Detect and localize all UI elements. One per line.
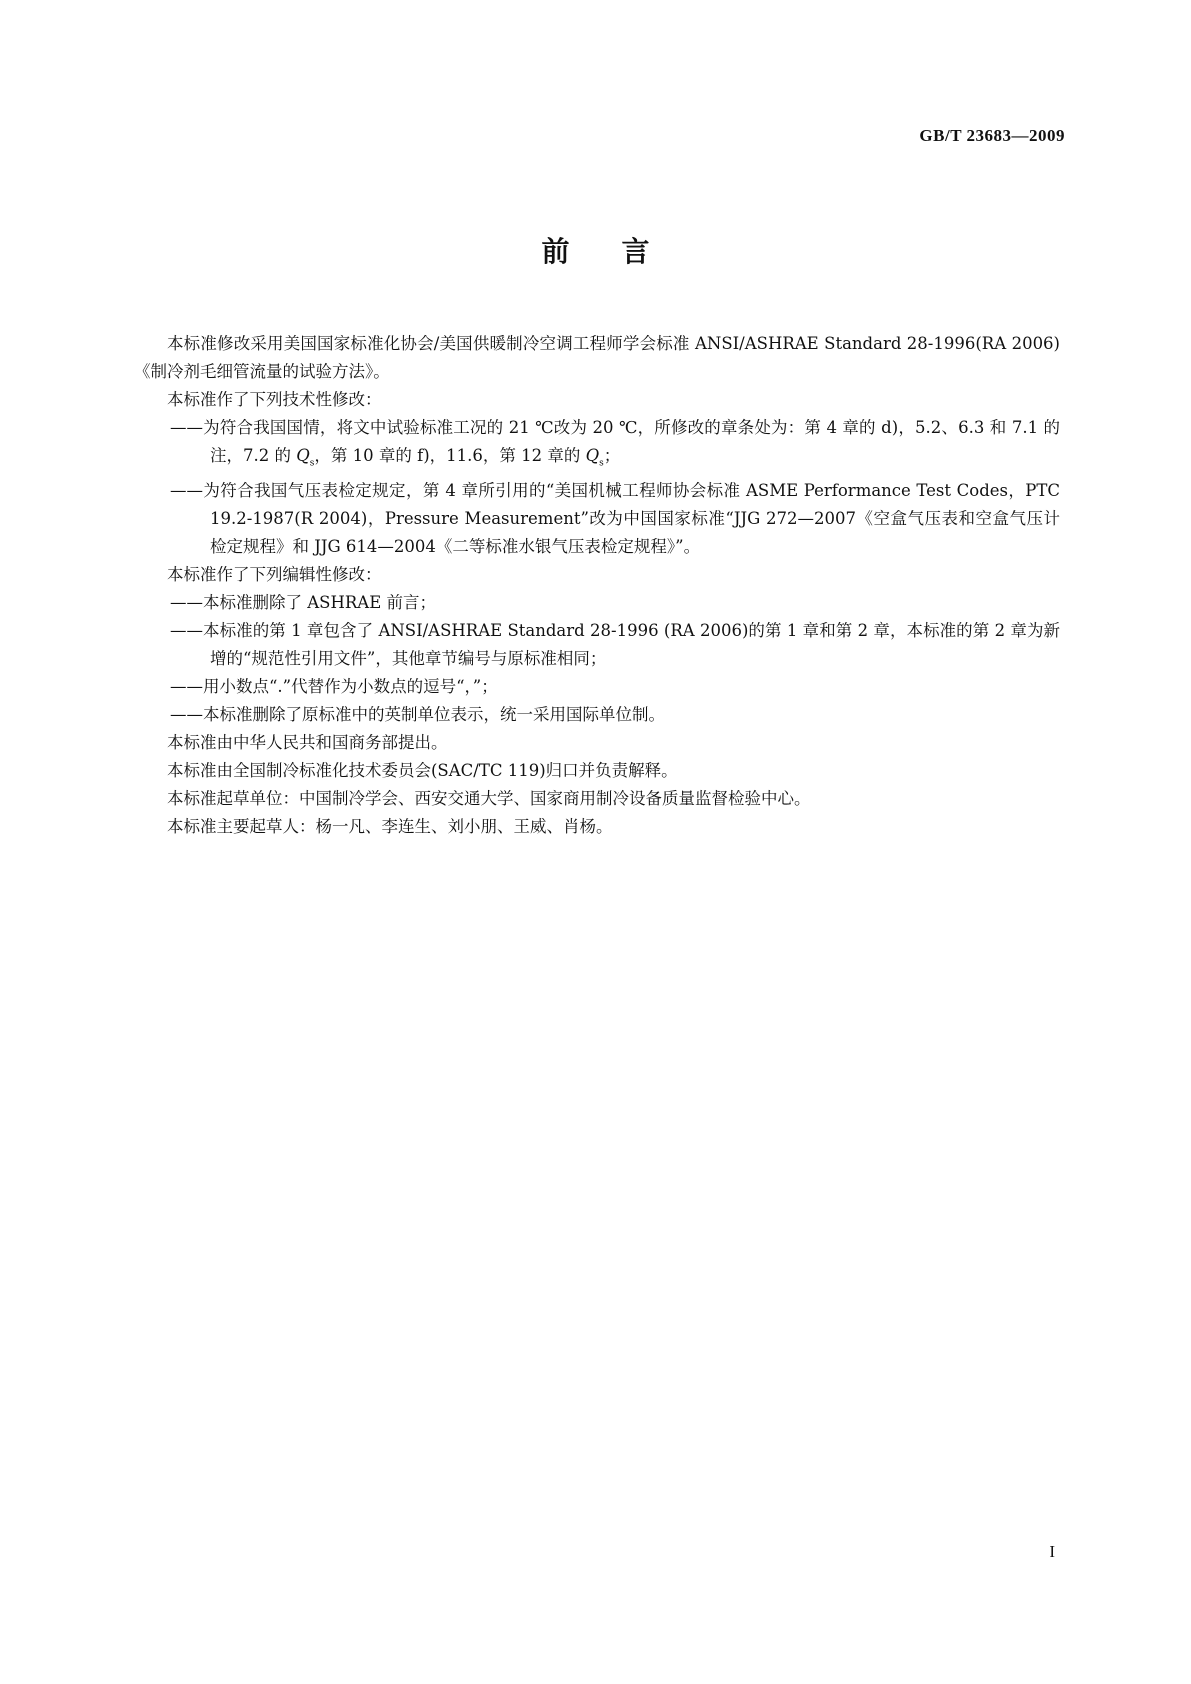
technical-change-text: ——为符合我国国情，将文中试验标准工况的 21 ℃改为 20 ℃，所修改的章条处为：第 4 章的 d)，5.2、6.3 和 7.1 的注，7.2 的 <box>170 418 1060 465</box>
administration-statement: 本标准由全国制冷标准化技术委员会(SAC/TC 119)归口并负责解释。 <box>167 761 678 781</box>
document-body <box>134 330 1060 841</box>
technical-change-item <box>134 414 1060 477</box>
page-title: 前言 <box>541 235 702 268</box>
editorial-change-item: ——用小数点“.”代替作为小数点的逗号“，”； <box>170 677 498 697</box>
main-drafters: 本标准主要起草人：杨一凡、李连生、刘小朋、王威、肖杨。 <box>167 817 613 837</box>
technical-change-text: ，第 10 章的 f)，11.6，第 12 章的 <box>314 446 586 465</box>
drafting-units: 本标准起草单位：中国制冷学会、西安交通大学、国家商用制冷设备质量监督检验中心。 <box>167 789 811 809</box>
q-symbol: $Q_s$ <box>585 446 604 469</box>
adoption-statement: 本标准修改采用美国国家标准化协会/美国供暖制冷空调工程师学会标准 ANSI/ASHRAE Standard 28-1996(RA 2006)《制冷剂毛细管流量的试验方法》。 <box>134 334 1060 381</box>
proposer-statement: 本标准由中华人民共和国商务部提出。 <box>167 733 448 753</box>
technical-change-text: ； <box>603 446 621 465</box>
technical-change-item: ——为符合我国气压表检定规定，第 4 章所引用的“美国机械工程师协会标准 ASME Performance Test Codes，PTC 19.2-1987(R 2004)，Pressure Measurement”改为中国国家标准“JJG 272—2007《空盒气压表和空盒气压计检定规程》和 JJG 614—2004《二等标准水银气压表检定规程》”。 <box>170 481 1060 557</box>
editorial-change-item: ——本标准删除了原标准中的英制单位表示，统一采用国际单位制。 <box>170 705 665 725</box>
editorial-change-item: ——本标准的第 1 章包含了 ANSI/ASHRAE Standard 28-1996 (RA 2006)的第 1 章和第 2 章，本标准的第 2 章为新增的“规范性引用文件”，其他章节编号与原标准相同； <box>170 621 1060 669</box>
technical-changes-intro: 本标准作了下列技术性修改： <box>167 390 382 409</box>
standard-number: GB/T 23683—2009 <box>919 126 1065 145</box>
editorial-change-item: ——本标准删除了 ASHRAE 前言； <box>170 593 436 613</box>
page-number: I <box>1049 1542 1055 1561</box>
q-symbol: $Q_s$ <box>296 446 315 469</box>
editorial-changes-intro: 本标准作了下列编辑性修改： <box>167 565 382 585</box>
